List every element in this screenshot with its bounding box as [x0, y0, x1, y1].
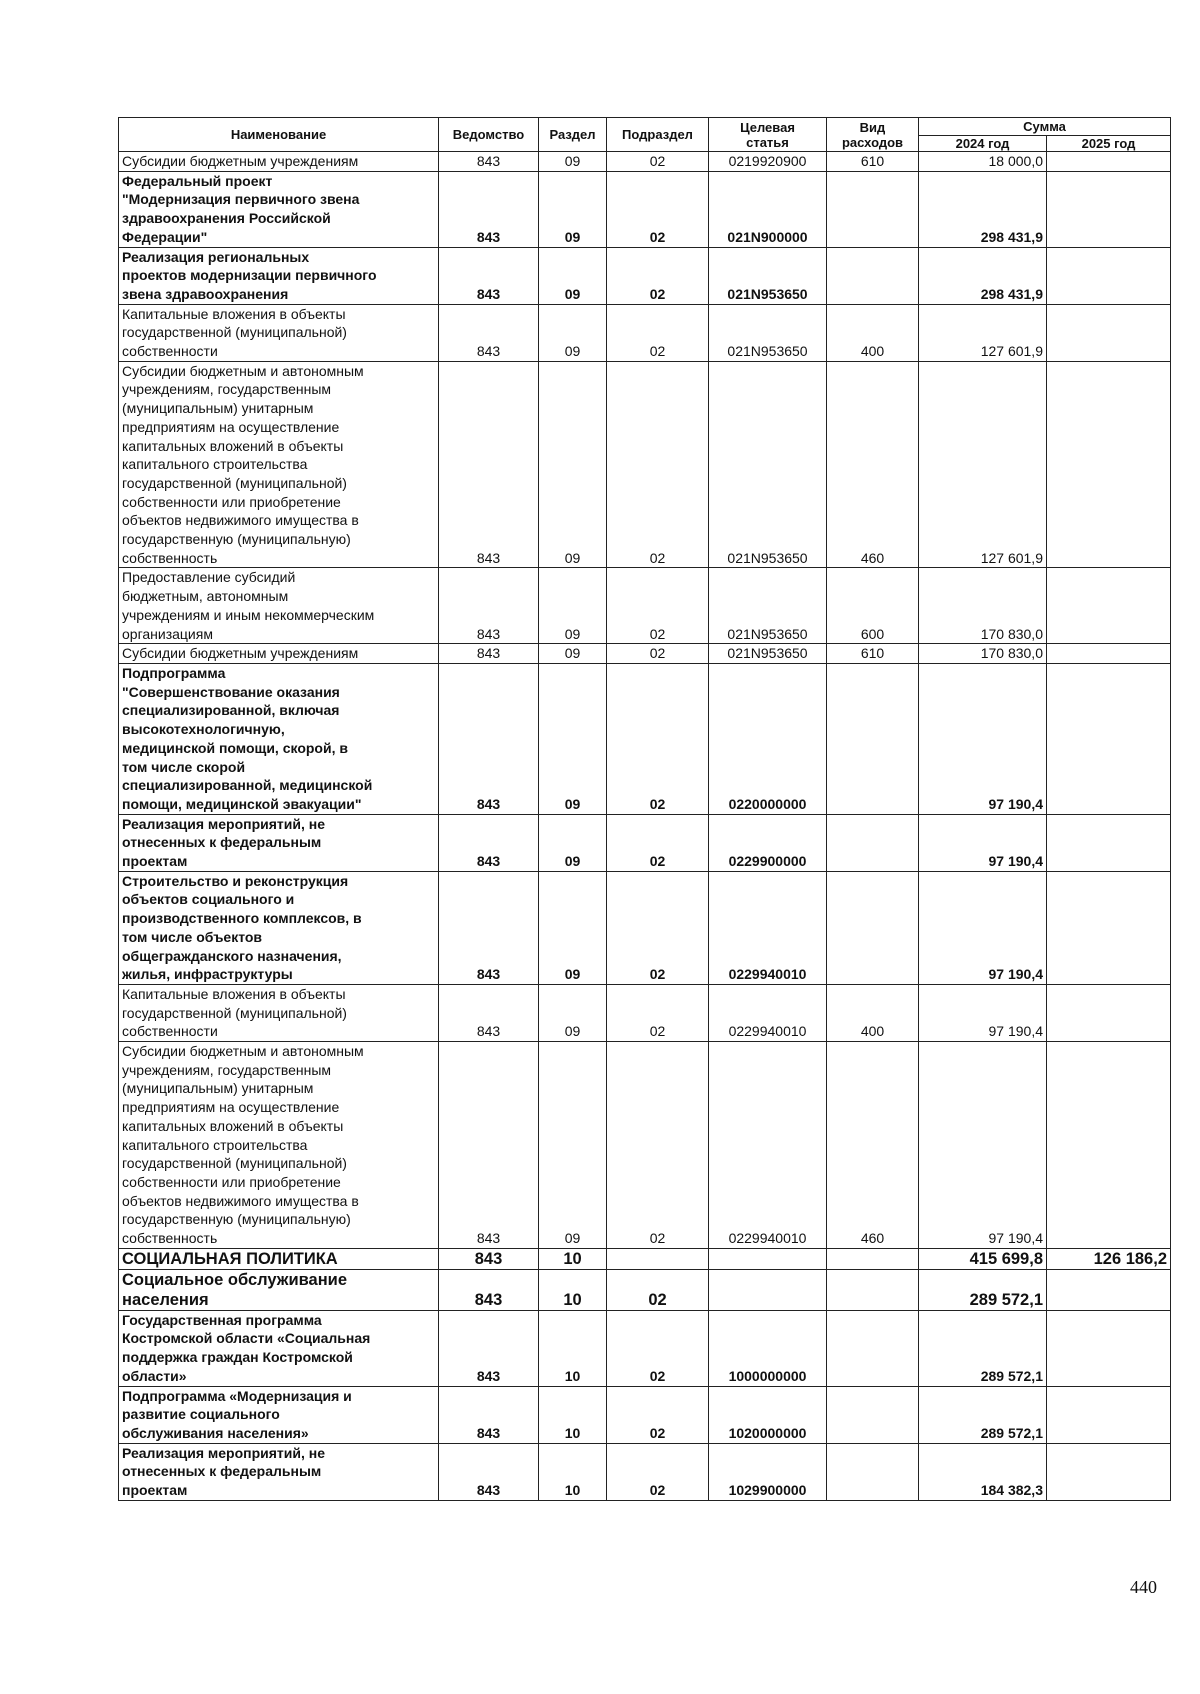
cell-vid — [827, 247, 919, 304]
cell-target: 0229940010 — [709, 871, 827, 984]
header-vid: Вид расходов — [827, 118, 919, 152]
cell-sum-2025 — [1047, 644, 1171, 664]
cell-razdel: 09 — [539, 984, 607, 1041]
header-year-2025: 2025 год — [1047, 136, 1171, 152]
cell-target: 021N900000 — [709, 171, 827, 247]
cell-target: 0219920900 — [709, 152, 827, 172]
cell-name: Реализация мероприятий, не отнесенных к федеральным проектам — [119, 1443, 439, 1500]
cell-razdel: 09 — [539, 1042, 607, 1249]
cell-target — [709, 1248, 827, 1269]
cell-sum-2024: 97 190,4 — [919, 663, 1047, 814]
table-row — [119, 814, 1171, 871]
cell-razdel: 09 — [539, 247, 607, 304]
budget-table — [118, 117, 1171, 1501]
table-body — [119, 152, 1171, 1501]
cell-sum-2025 — [1047, 247, 1171, 304]
cell-sum-2024: 97 190,4 — [919, 984, 1047, 1041]
table-row — [119, 644, 1171, 664]
page-number: 440 — [1130, 1577, 1157, 1597]
cell-sum-2024: 18 000,0 — [919, 152, 1047, 172]
cell-sum-2024: 97 190,4 — [919, 1042, 1047, 1249]
cell-sum-2025 — [1047, 361, 1171, 568]
cell-vid — [827, 1443, 919, 1500]
cell-target: 1000000000 — [709, 1310, 827, 1386]
cell-sum-2025 — [1047, 984, 1171, 1041]
cell-razdel: 09 — [539, 568, 607, 644]
table-row — [119, 984, 1171, 1041]
cell-vedomstvo: 843 — [439, 361, 539, 568]
cell-razdel: 09 — [539, 361, 607, 568]
header-vedomstvo: Ведомство — [439, 118, 539, 152]
cell-podrazdel: 02 — [607, 984, 709, 1041]
cell-razdel: 10 — [539, 1269, 607, 1310]
cell-razdel: 09 — [539, 304, 607, 361]
cell-vid — [827, 1310, 919, 1386]
cell-name: Подпрограмма «Модернизация и развитие социального обслуживания населения» — [119, 1386, 439, 1443]
cell-sum-2025 — [1047, 1042, 1171, 1249]
cell-vid: 460 — [827, 361, 919, 568]
header-razdel: Раздел — [539, 118, 607, 152]
cell-razdel: 09 — [539, 152, 607, 172]
cell-podrazdel: 02 — [607, 1386, 709, 1443]
cell-vid — [827, 1269, 919, 1310]
cell-name: Реализация региональных проектов модернизации первичного звена здравоохранения — [119, 247, 439, 304]
table-row — [119, 663, 1171, 814]
cell-sum-2025 — [1047, 871, 1171, 984]
cell-target: 0220000000 — [709, 663, 827, 814]
cell-vid — [827, 871, 919, 984]
cell-vid — [827, 1248, 919, 1269]
table-row — [119, 152, 1171, 172]
header-target: Целевая статья — [709, 118, 827, 152]
cell-name: Субсидии бюджетным учреждениям — [119, 152, 439, 172]
cell-name: Субсидии бюджетным учреждениям — [119, 644, 439, 664]
cell-sum-2024: 170 830,0 — [919, 568, 1047, 644]
cell-name: Социальное обслуживание населения — [119, 1269, 439, 1310]
table-row — [119, 1269, 1171, 1310]
cell-sum-2024: 289 572,1 — [919, 1386, 1047, 1443]
cell-vedomstvo: 843 — [439, 663, 539, 814]
cell-name: Субсидии бюджетным и автономным учреждениям, государственным (муниципальным) унитарным предприятиям на осуществление капитальных вложений в объекты капитального строительства государственной (муниципальной) собственности или приобретение объектов недвижимого имущества в государственную (муниципальную) собственность — [119, 1042, 439, 1249]
cell-podrazdel: 02 — [607, 644, 709, 664]
cell-sum-2024: 298 431,9 — [919, 247, 1047, 304]
table-row — [119, 1248, 1171, 1269]
header-name: Наименование — [119, 118, 439, 152]
cell-vedomstvo: 843 — [439, 1443, 539, 1500]
cell-sum-2025 — [1047, 1310, 1171, 1386]
cell-name: Субсидии бюджетным и автономным учреждениям, государственным (муниципальным) унитарным предприятиям на осуществление капитальных вложений в объекты капитального строительства государственной (муниципальной) собственности или приобретение объектов недвижимого имущества в государственную (муниципальную) собственность — [119, 361, 439, 568]
cell-podrazdel: 02 — [607, 871, 709, 984]
cell-sum-2024: 127 601,9 — [919, 304, 1047, 361]
cell-podrazdel: 02 — [607, 1443, 709, 1500]
cell-target: 0229900000 — [709, 814, 827, 871]
cell-razdel: 09 — [539, 663, 607, 814]
cell-sum-2025 — [1047, 1386, 1171, 1443]
cell-podrazdel: 02 — [607, 814, 709, 871]
cell-sum-2025 — [1047, 304, 1171, 361]
cell-razdel: 10 — [539, 1386, 607, 1443]
cell-sum-2024: 97 190,4 — [919, 814, 1047, 871]
cell-vid: 400 — [827, 304, 919, 361]
cell-razdel: 09 — [539, 871, 607, 984]
cell-sum-2025 — [1047, 152, 1171, 172]
cell-razdel: 09 — [539, 171, 607, 247]
cell-vedomstvo: 843 — [439, 814, 539, 871]
cell-sum-2025: 126 186,2 — [1047, 1248, 1171, 1269]
header-sum: Сумма — [919, 118, 1171, 136]
cell-podrazdel — [607, 1248, 709, 1269]
table-row — [119, 1386, 1171, 1443]
cell-vedomstvo: 843 — [439, 1386, 539, 1443]
cell-sum-2024: 289 572,1 — [919, 1310, 1047, 1386]
cell-razdel: 09 — [539, 814, 607, 871]
cell-vedomstvo: 843 — [439, 1310, 539, 1386]
cell-vid — [827, 1386, 919, 1443]
cell-target: 021N953650 — [709, 247, 827, 304]
cell-vid — [827, 814, 919, 871]
cell-sum-2024: 289 572,1 — [919, 1269, 1047, 1310]
table-row — [119, 171, 1171, 247]
cell-vedomstvo: 843 — [439, 247, 539, 304]
cell-podrazdel: 02 — [607, 304, 709, 361]
cell-target: 0229940010 — [709, 984, 827, 1041]
cell-vid: 400 — [827, 984, 919, 1041]
cell-vedomstvo: 843 — [439, 644, 539, 664]
cell-name: Федеральный проект "Модернизация первичного звена здравоохранения Российской Федерации" — [119, 171, 439, 247]
cell-target: 021N953650 — [709, 568, 827, 644]
table-row — [119, 247, 1171, 304]
cell-name: Капитальные вложения в объекты государственной (муниципальной) собственности — [119, 304, 439, 361]
cell-vedomstvo: 843 — [439, 1042, 539, 1249]
cell-sum-2024: 415 699,8 — [919, 1248, 1047, 1269]
cell-vedomstvo: 843 — [439, 984, 539, 1041]
cell-vedomstvo: 843 — [439, 568, 539, 644]
cell-target: 021N953650 — [709, 361, 827, 568]
cell-podrazdel: 02 — [607, 1310, 709, 1386]
cell-razdel: 10 — [539, 1443, 607, 1500]
cell-sum-2025 — [1047, 1269, 1171, 1310]
cell-sum-2025 — [1047, 814, 1171, 871]
table-row — [119, 568, 1171, 644]
cell-target: 1020000000 — [709, 1386, 827, 1443]
cell-sum-2025 — [1047, 663, 1171, 814]
cell-sum-2025 — [1047, 171, 1171, 247]
cell-razdel: 10 — [539, 1310, 607, 1386]
cell-podrazdel: 02 — [607, 1269, 709, 1310]
table-row — [119, 1042, 1171, 1249]
cell-vedomstvo: 843 — [439, 1269, 539, 1310]
cell-target: 0229940010 — [709, 1042, 827, 1249]
table-row — [119, 304, 1171, 361]
cell-name: Реализация мероприятий, не отнесенных к федеральным проектам — [119, 814, 439, 871]
cell-sum-2025 — [1047, 1443, 1171, 1500]
cell-name: Предоставление субсидий бюджетным, автономным учреждениям и иным некоммерческим организациям — [119, 568, 439, 644]
cell-name: Государственная программа Костромской области «Социальная поддержка граждан Костромской области» — [119, 1310, 439, 1386]
cell-podrazdel: 02 — [607, 361, 709, 568]
cell-vedomstvo: 843 — [439, 152, 539, 172]
cell-vid: 610 — [827, 644, 919, 664]
cell-vid: 610 — [827, 152, 919, 172]
cell-sum-2024: 298 431,9 — [919, 171, 1047, 247]
cell-vedomstvo: 843 — [439, 304, 539, 361]
cell-sum-2024: 184 382,3 — [919, 1443, 1047, 1500]
cell-name: Строительство и реконструкция объектов социального и производственного комплексов, в том числе объектов общегражданского назначения, жилья, инфраструктуры — [119, 871, 439, 984]
cell-podrazdel: 02 — [607, 247, 709, 304]
cell-sum-2025 — [1047, 568, 1171, 644]
cell-razdel: 10 — [539, 1248, 607, 1269]
cell-razdel: 09 — [539, 644, 607, 664]
table-row — [119, 361, 1171, 568]
cell-podrazdel: 02 — [607, 568, 709, 644]
cell-vedomstvo: 843 — [439, 1248, 539, 1269]
table-row — [119, 1310, 1171, 1386]
cell-podrazdel: 02 — [607, 1042, 709, 1249]
cell-name: Капитальные вложения в объекты государственной (муниципальной) собственности — [119, 984, 439, 1041]
cell-target: 021N953650 — [709, 304, 827, 361]
cell-vid — [827, 171, 919, 247]
cell-podrazdel: 02 — [607, 152, 709, 172]
cell-podrazdel: 02 — [607, 171, 709, 247]
cell-target: 021N953650 — [709, 644, 827, 664]
cell-name: Подпрограмма "Совершенствование оказания специализированной, включая высокотехнологичную, медицинской помощи, скорой, в том числе скорой специализированной, медицинской помощи, медицинской эвакуации" — [119, 663, 439, 814]
cell-target — [709, 1269, 827, 1310]
header-podrazdel: Подраздел — [607, 118, 709, 152]
cell-sum-2024: 170 830,0 — [919, 644, 1047, 664]
table-row — [119, 871, 1171, 984]
cell-vid — [827, 663, 919, 814]
cell-vid: 600 — [827, 568, 919, 644]
cell-vid: 460 — [827, 1042, 919, 1249]
cell-vedomstvo: 843 — [439, 871, 539, 984]
header-year-2024: 2024 год — [919, 136, 1047, 152]
cell-name: СОЦИАЛЬНАЯ ПОЛИТИКА — [119, 1248, 439, 1269]
cell-vedomstvo: 843 — [439, 171, 539, 247]
cell-podrazdel: 02 — [607, 663, 709, 814]
table-row — [119, 1443, 1171, 1500]
cell-sum-2024: 97 190,4 — [919, 871, 1047, 984]
cell-target: 1029900000 — [709, 1443, 827, 1500]
cell-sum-2024: 127 601,9 — [919, 361, 1047, 568]
